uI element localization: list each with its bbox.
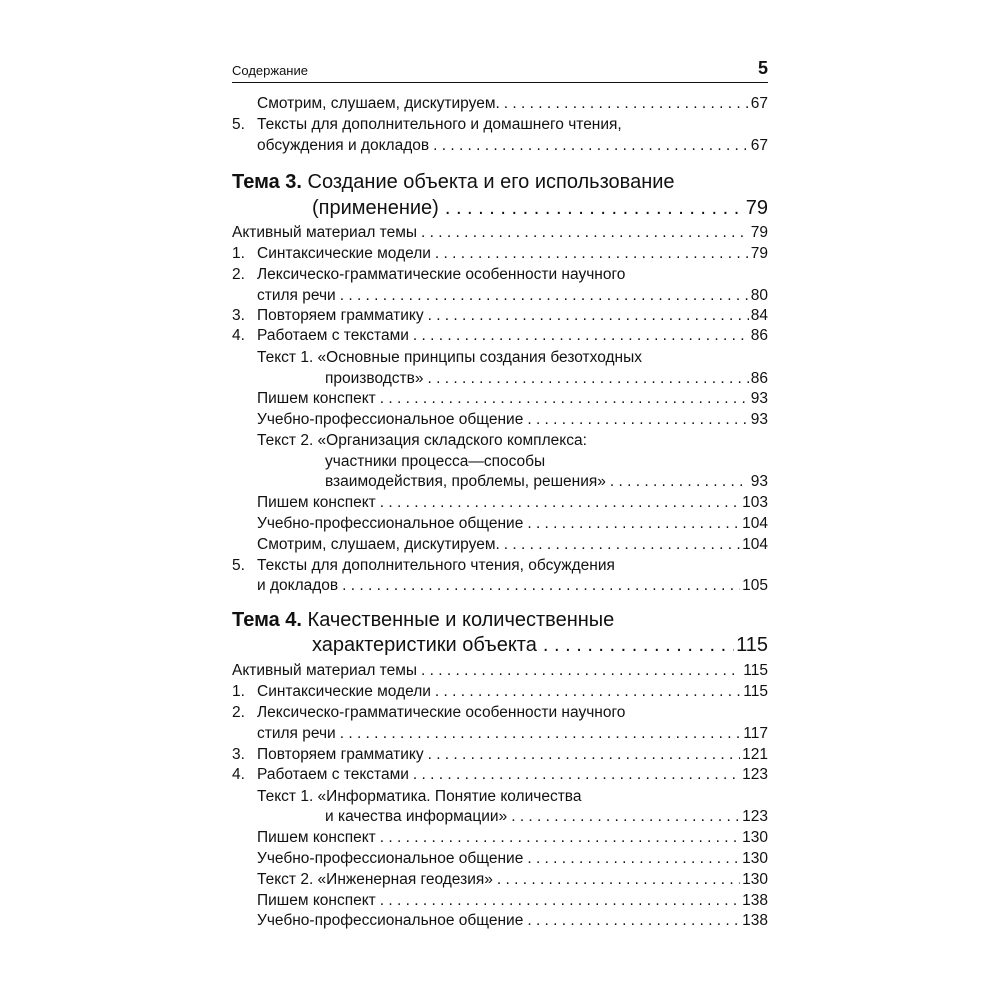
topic-label: Тема 3. bbox=[232, 171, 302, 193]
toc-entry bbox=[257, 745, 768, 765]
toc-entry-page: 93 bbox=[750, 390, 768, 407]
toc-entry-page: 130 bbox=[742, 829, 768, 846]
toc-entry-title: производств» bbox=[325, 370, 424, 387]
toc-entry-page: 104 bbox=[742, 515, 768, 532]
dot-leader bbox=[527, 514, 740, 534]
toc-entry bbox=[257, 389, 768, 409]
dot-leader bbox=[421, 661, 741, 681]
toc-entry-page: 123 bbox=[742, 808, 768, 825]
toc-entry-page: 130 bbox=[742, 850, 768, 867]
toc-entry bbox=[257, 431, 768, 451]
toc-entry bbox=[257, 306, 768, 326]
toc-entry-title: взаимодействия, проблемы, решения» bbox=[325, 473, 606, 490]
toc-entry-page: 67 bbox=[750, 95, 768, 112]
toc-entry-title: Учебно-профессиональное общение bbox=[257, 850, 524, 867]
toc-entry-page: 138 bbox=[742, 892, 768, 909]
dot-leader bbox=[435, 682, 741, 702]
toc-entry-title: Текст 2. «Инженерная геодезия» bbox=[257, 871, 493, 888]
toc-entry-number: 4. bbox=[232, 327, 245, 344]
toc-entry-title: Пишем конспект bbox=[257, 390, 376, 407]
toc-entry bbox=[257, 828, 768, 848]
toc-entry-page: 84 bbox=[750, 307, 768, 324]
toc-entry-title: Учебно-профессиональное общение bbox=[257, 912, 524, 929]
toc-entry-title: Учебно-профессиональное общение bbox=[257, 515, 524, 532]
topic-heading-continued bbox=[312, 196, 768, 222]
toc-entry-number: 2. bbox=[232, 704, 245, 721]
toc-entry bbox=[325, 452, 768, 472]
dot-leader bbox=[527, 410, 748, 430]
toc-entry bbox=[257, 348, 768, 368]
dot-leader bbox=[428, 306, 749, 326]
toc-entry-number: 2. bbox=[232, 266, 245, 283]
toc-entry-title: участники процесса—способы bbox=[325, 453, 546, 470]
toc-entry-title: Работаем с текстами bbox=[257, 766, 409, 783]
toc-entry bbox=[257, 94, 768, 114]
toc-entry-page: 130 bbox=[742, 871, 768, 888]
toc-entry bbox=[257, 535, 768, 555]
dot-leader bbox=[380, 828, 740, 848]
dot-leader bbox=[342, 576, 740, 596]
dot-leader bbox=[610, 472, 749, 492]
toc-entry-title: Текст 1. «Информатика. Понятие количества bbox=[257, 788, 582, 805]
dot-leader bbox=[428, 369, 749, 389]
toc-entry-number: 5. bbox=[232, 557, 245, 574]
dot-leader bbox=[504, 535, 740, 555]
topic-title: Качественные и количественные bbox=[307, 609, 615, 631]
dot-leader bbox=[413, 765, 740, 785]
toc-entry-number: 3. bbox=[232, 307, 245, 324]
toc-entry-number: 5. bbox=[232, 116, 245, 133]
toc-entry bbox=[257, 410, 768, 430]
toc-entry-page: 104 bbox=[742, 536, 768, 553]
toc-entry-title: Текст 1. «Основные принципы создания безотходных bbox=[257, 349, 643, 366]
dot-leader bbox=[527, 911, 740, 931]
toc-entry bbox=[257, 724, 768, 744]
toc-entry-number: 1. bbox=[232, 245, 245, 262]
toc-entry bbox=[257, 493, 768, 513]
toc-entry-title: Лексическо-грамматические особенности научного bbox=[257, 704, 626, 721]
topic-heading bbox=[232, 170, 675, 196]
toc-entry-title: обсуждения и докладов bbox=[257, 137, 430, 154]
toc-entry-page: 93 bbox=[750, 473, 768, 490]
dot-leader bbox=[435, 244, 749, 264]
dot-leader bbox=[380, 891, 740, 911]
toc-entry-title: Синтаксические модели bbox=[257, 683, 431, 700]
dot-leader bbox=[433, 136, 749, 156]
toc-entry-title: и качества информации» bbox=[325, 808, 508, 825]
toc-entry-title: Работаем с текстами bbox=[257, 327, 409, 344]
toc-entry-title: Смотрим, слушаем, дискутируем. bbox=[257, 536, 500, 553]
toc-entry bbox=[257, 265, 768, 285]
topic-title: (применение) bbox=[312, 197, 439, 219]
toc-entry bbox=[257, 765, 768, 785]
toc-entry-title: Тексты для дополнительного и домашнего чтения, bbox=[257, 116, 622, 133]
toc-entry bbox=[257, 703, 768, 723]
toc-entry-title: Активный материал темы bbox=[232, 224, 418, 241]
toc-entry bbox=[257, 849, 768, 869]
toc-entry-title: Повторяем грамматику bbox=[257, 746, 424, 763]
toc-entry-title: Пишем конспект bbox=[257, 892, 376, 909]
toc-entry-page: 79 bbox=[750, 224, 768, 241]
toc-entry bbox=[257, 787, 768, 807]
header-title: Содержание bbox=[232, 63, 308, 78]
header-page-number: 5 bbox=[757, 58, 768, 78]
topic-heading-continued bbox=[312, 633, 768, 659]
toc-entry-page: 123 bbox=[742, 766, 768, 783]
toc-entry-number: 3. bbox=[232, 746, 245, 763]
toc-entry-title: Лексическо-грамматические особенности научного bbox=[257, 266, 626, 283]
topic-page: 115 bbox=[736, 634, 768, 656]
toc-entry-page: 86 bbox=[750, 327, 768, 344]
toc-entry-number: 1. bbox=[232, 683, 245, 700]
toc-entry bbox=[257, 870, 768, 890]
toc-entry-title: Смотрим, слушаем, дискутируем. bbox=[257, 95, 500, 112]
toc-entry bbox=[257, 514, 768, 534]
toc-entry-title: Активный материал темы bbox=[232, 662, 418, 679]
dot-leader bbox=[421, 223, 749, 243]
toc-entry-title: Текст 2. «Организация складского комплекса: bbox=[257, 432, 587, 449]
toc-entry-page: 121 bbox=[742, 746, 768, 763]
toc-entry bbox=[257, 136, 768, 156]
topic-title: характеристики объекта bbox=[312, 634, 537, 656]
toc-entry-title: Синтаксические модели bbox=[257, 245, 431, 262]
toc-entry-page: 115 bbox=[743, 662, 768, 679]
toc-entry bbox=[257, 115, 768, 135]
toc-entry-title: и докладов bbox=[257, 577, 339, 594]
toc-entry-page: 115 bbox=[743, 683, 768, 700]
toc-entry-title: Повторяем грамматику bbox=[257, 307, 424, 324]
dot-leader bbox=[445, 196, 744, 220]
toc-entry-title: Пишем конспект bbox=[257, 494, 376, 511]
toc-entry-title: Учебно-профессиональное общение bbox=[257, 411, 524, 428]
dot-leader bbox=[340, 724, 742, 744]
toc-entry bbox=[232, 223, 768, 243]
toc-entry bbox=[257, 244, 768, 264]
topic-title: Создание объекта и его использование bbox=[307, 171, 675, 193]
toc-entry-title: стиля речи bbox=[257, 725, 336, 742]
toc-entry bbox=[257, 682, 768, 702]
toc-entry bbox=[325, 369, 768, 389]
toc-entry bbox=[325, 472, 768, 492]
dot-leader bbox=[413, 326, 749, 346]
toc-entry-page: 138 bbox=[742, 912, 768, 929]
toc-entry bbox=[257, 911, 768, 931]
toc-entry bbox=[232, 661, 768, 681]
dot-leader bbox=[340, 286, 749, 306]
toc-entry-title: Пишем конспект bbox=[257, 829, 376, 846]
dot-leader bbox=[527, 849, 740, 869]
topic-page: 79 bbox=[745, 197, 768, 219]
toc-entry-page: 80 bbox=[750, 287, 768, 304]
toc-entry bbox=[257, 326, 768, 346]
toc-entry-title: стиля речи bbox=[257, 287, 336, 304]
dot-leader bbox=[380, 493, 740, 513]
toc-entry-page: 79 bbox=[750, 245, 768, 262]
toc-entry-page: 67 bbox=[750, 137, 768, 154]
toc-entry bbox=[257, 891, 768, 911]
running-header bbox=[232, 58, 768, 83]
toc-entry-number: 4. bbox=[232, 766, 245, 783]
dot-leader bbox=[543, 633, 734, 657]
dot-leader bbox=[504, 94, 749, 114]
toc-entry-title: Тексты для дополнительного чтения, обсуждения bbox=[257, 557, 615, 574]
topic-label: Тема 4. bbox=[232, 609, 302, 631]
toc-entry-page: 93 bbox=[750, 411, 768, 428]
dot-leader bbox=[428, 745, 741, 765]
dot-leader bbox=[380, 389, 749, 409]
toc-entry-page: 117 bbox=[743, 725, 768, 742]
toc-entry bbox=[257, 286, 768, 306]
topic-heading bbox=[232, 608, 614, 634]
toc-entry bbox=[257, 576, 768, 596]
dot-leader bbox=[497, 870, 740, 890]
toc-entry bbox=[257, 556, 768, 576]
toc-entry bbox=[325, 807, 768, 827]
toc-entry-page: 86 bbox=[750, 370, 768, 387]
dot-leader bbox=[511, 807, 740, 827]
toc-entry-page: 103 bbox=[742, 494, 768, 511]
toc-entry-page: 105 bbox=[742, 577, 768, 594]
